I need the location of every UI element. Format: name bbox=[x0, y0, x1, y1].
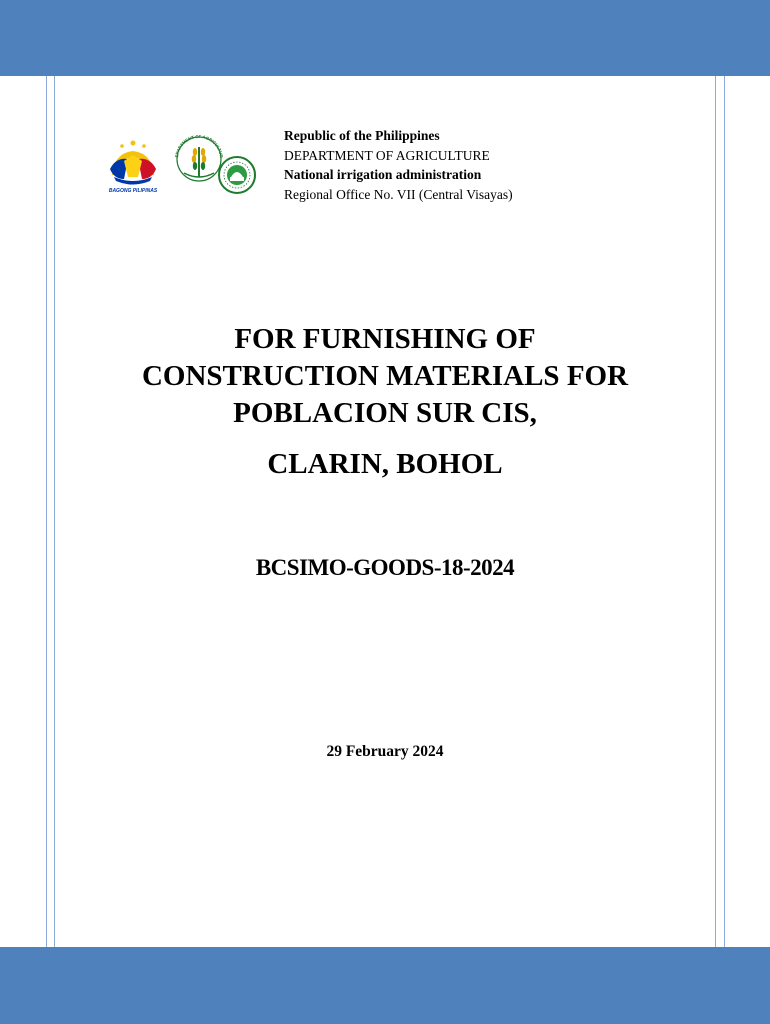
title-line-2: CONSTRUCTION MATERIALS FOR bbox=[141, 360, 629, 392]
title-line-1: FOR FURNISHING OF bbox=[234, 323, 536, 355]
top-color-band bbox=[0, 0, 770, 76]
sun-icon bbox=[120, 141, 146, 148]
page-border-right-inner bbox=[715, 76, 716, 947]
title-line-3: POBLACION SUR CIS, bbox=[233, 397, 537, 429]
document-date: 29 February 2024 bbox=[326, 743, 444, 760]
bagong-pilipinas-logo-text: BAGONG PILIPINAS bbox=[108, 188, 158, 194]
nia-logo bbox=[217, 155, 257, 195]
page-border-left-inner bbox=[54, 76, 55, 947]
reference-code: BCSIMO-GOODS-18-2024 bbox=[255, 555, 515, 580]
logo-group bbox=[100, 125, 262, 197]
da-seal-text: EPARTMENT OF AGRICULTUR bbox=[174, 133, 224, 158]
bottom-color-band bbox=[0, 947, 770, 1024]
page-border-left-outer bbox=[46, 76, 47, 947]
title-line-4: CLARIN, BOHOL bbox=[267, 448, 503, 480]
header-country: Republic of the Philippines bbox=[284, 128, 440, 143]
document-title bbox=[60, 321, 710, 483]
header-department: DEPARTMENT OF AGRICULTURE bbox=[284, 147, 490, 163]
header-regional-office: Regional Office No. VII (Central Visayas) bbox=[284, 186, 513, 202]
header-agency: National irrigation administration bbox=[284, 167, 482, 182]
page-border-right-outer bbox=[724, 76, 725, 947]
agency-header bbox=[284, 126, 513, 204]
bagong-pilipinas-logo bbox=[102, 135, 164, 195]
